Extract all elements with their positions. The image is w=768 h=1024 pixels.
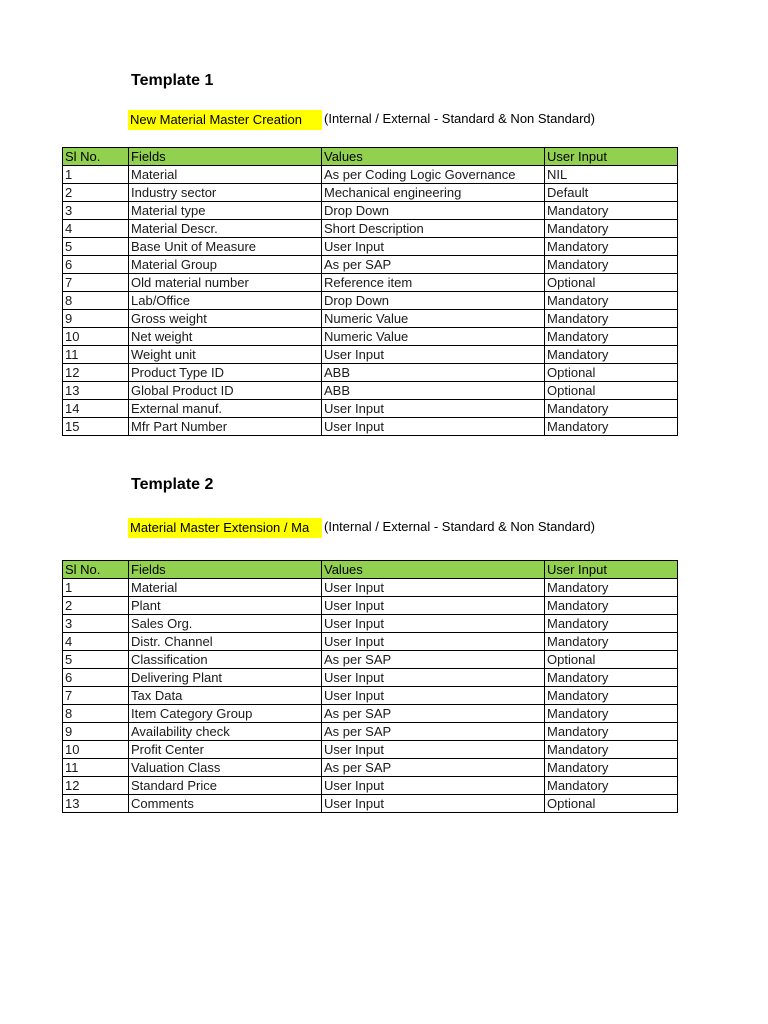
table-row <box>63 723 678 741</box>
cell-sl-no: 6 <box>63 256 129 274</box>
cell-value: User Input <box>322 418 545 436</box>
cell-user-input: Default <box>545 184 678 202</box>
cell-user-input: Mandatory <box>545 615 678 633</box>
cell-field: Plant <box>129 597 322 615</box>
cell-user-input: Mandatory <box>545 687 678 705</box>
cell-sl-no: 5 <box>63 238 129 256</box>
table-row <box>63 579 678 597</box>
cell-sl-no: 3 <box>63 615 129 633</box>
template-2-heading: Template 2 <box>131 476 214 493</box>
cell-user-input: Mandatory <box>545 633 678 651</box>
cell-sl-no: 14 <box>63 400 129 418</box>
template-2-table <box>62 560 678 813</box>
table-row <box>63 597 678 615</box>
cell-field: Distr. Channel <box>129 633 322 651</box>
table-row <box>63 759 678 777</box>
cell-sl-no: 11 <box>63 346 129 364</box>
table-row <box>63 418 678 436</box>
table-header-row <box>63 561 678 579</box>
column-header-values: Values <box>322 148 545 166</box>
cell-sl-no: 4 <box>63 633 129 651</box>
cell-field: Profit Center <box>129 741 322 759</box>
cell-sl-no: 1 <box>63 166 129 184</box>
cell-value: ABB <box>322 382 545 400</box>
cell-sl-no: 13 <box>63 795 129 813</box>
cell-user-input: Optional <box>545 274 678 292</box>
table-row <box>63 274 678 292</box>
table-row <box>63 633 678 651</box>
cell-sl-no: 4 <box>63 220 129 238</box>
cell-sl-no: 12 <box>63 777 129 795</box>
cell-field: Product Type ID <box>129 364 322 382</box>
table-row <box>63 705 678 723</box>
cell-user-input: NIL <box>545 166 678 184</box>
table-row <box>63 669 678 687</box>
template-1-table <box>62 147 678 436</box>
table-row <box>63 795 678 813</box>
cell-user-input: Mandatory <box>545 256 678 274</box>
table-row <box>63 220 678 238</box>
cell-value: User Input <box>322 795 545 813</box>
cell-sl-no: 13 <box>63 382 129 400</box>
cell-value: ABB <box>322 364 545 382</box>
cell-user-input: Mandatory <box>545 777 678 795</box>
cell-user-input: Mandatory <box>545 597 678 615</box>
template-1-scope-note: (Internal / External - Standard & Non Standard) <box>324 111 595 126</box>
table-row <box>63 651 678 669</box>
cell-value: As per Coding Logic Governance <box>322 166 545 184</box>
cell-field: Availability check <box>129 723 322 741</box>
cell-value: User Input <box>322 346 545 364</box>
template-1-heading: Template 1 <box>131 72 214 89</box>
cell-field: External manuf. <box>129 400 322 418</box>
table-row <box>63 400 678 418</box>
cell-value: User Input <box>322 597 545 615</box>
cell-user-input: Mandatory <box>545 418 678 436</box>
cell-value: Numeric Value <box>322 310 545 328</box>
template-2-scope-note: (Internal / External - Standard & Non Standard) <box>324 519 595 534</box>
cell-user-input: Mandatory <box>545 759 678 777</box>
cell-value: As per SAP <box>322 256 545 274</box>
column-header-user-input: User Input <box>545 148 678 166</box>
cell-user-input: Mandatory <box>545 346 678 364</box>
cell-user-input: Mandatory <box>545 741 678 759</box>
table-row <box>63 615 678 633</box>
column-header-user-input: User Input <box>545 561 678 579</box>
cell-sl-no: 1 <box>63 579 129 597</box>
template-2-highlighted-title: Material Master Extension / Ma <box>128 518 322 538</box>
cell-user-input: Optional <box>545 382 678 400</box>
cell-field: Valuation Class <box>129 759 322 777</box>
cell-sl-no: 6 <box>63 669 129 687</box>
cell-value: Numeric Value <box>322 328 545 346</box>
template-1-highlighted-title: New Material Master Creation <box>128 110 322 130</box>
cell-sl-no: 10 <box>63 328 129 346</box>
table-row <box>63 166 678 184</box>
table-row <box>63 202 678 220</box>
cell-field: Material <box>129 579 322 597</box>
table-row <box>63 256 678 274</box>
cell-sl-no: 15 <box>63 418 129 436</box>
cell-user-input: Mandatory <box>545 292 678 310</box>
cell-field: Old material number <box>129 274 322 292</box>
table-row <box>63 310 678 328</box>
table-row <box>63 364 678 382</box>
cell-field: Base Unit of Measure <box>129 238 322 256</box>
column-header-sl-no: Sl No. <box>63 561 129 579</box>
cell-sl-no: 3 <box>63 202 129 220</box>
cell-value: As per SAP <box>322 723 545 741</box>
cell-value: Reference item <box>322 274 545 292</box>
cell-value: User Input <box>322 400 545 418</box>
cell-value: User Input <box>322 777 545 795</box>
table-row <box>63 346 678 364</box>
column-header-values: Values <box>322 561 545 579</box>
table-row <box>63 382 678 400</box>
cell-field: Net weight <box>129 328 322 346</box>
cell-sl-no: 8 <box>63 705 129 723</box>
template-1-subtitle <box>128 110 595 130</box>
cell-user-input: Mandatory <box>545 669 678 687</box>
cell-user-input: Mandatory <box>545 238 678 256</box>
cell-sl-no: 2 <box>63 597 129 615</box>
table-row <box>63 238 678 256</box>
cell-field: Weight unit <box>129 346 322 364</box>
template-1-table-body <box>63 166 678 436</box>
cell-value: As per SAP <box>322 705 545 723</box>
cell-field: Delivering Plant <box>129 669 322 687</box>
cell-sl-no: 11 <box>63 759 129 777</box>
column-header-fields: Fields <box>129 148 322 166</box>
table-row <box>63 328 678 346</box>
cell-field: Industry sector <box>129 184 322 202</box>
cell-value: User Input <box>322 579 545 597</box>
cell-value: User Input <box>322 633 545 651</box>
table-row <box>63 687 678 705</box>
cell-value: As per SAP <box>322 759 545 777</box>
cell-sl-no: 7 <box>63 274 129 292</box>
column-header-fields: Fields <box>129 561 322 579</box>
cell-sl-no: 2 <box>63 184 129 202</box>
cell-value: User Input <box>322 615 545 633</box>
table-row <box>63 777 678 795</box>
table-row <box>63 184 678 202</box>
cell-user-input: Mandatory <box>545 328 678 346</box>
cell-sl-no: 5 <box>63 651 129 669</box>
table-header-row <box>63 148 678 166</box>
cell-value: Short Description <box>322 220 545 238</box>
table-row <box>63 292 678 310</box>
cell-field: Material Descr. <box>129 220 322 238</box>
template-2-subtitle <box>128 518 595 538</box>
column-header-sl-no: Sl No. <box>63 148 129 166</box>
cell-field: Standard Price <box>129 777 322 795</box>
cell-sl-no: 7 <box>63 687 129 705</box>
cell-user-input: Optional <box>545 651 678 669</box>
cell-field: Material type <box>129 202 322 220</box>
cell-user-input: Mandatory <box>545 579 678 597</box>
cell-sl-no: 9 <box>63 310 129 328</box>
cell-user-input: Mandatory <box>545 202 678 220</box>
cell-sl-no: 12 <box>63 364 129 382</box>
cell-user-input: Mandatory <box>545 220 678 238</box>
cell-user-input: Mandatory <box>545 400 678 418</box>
cell-field: Tax Data <box>129 687 322 705</box>
cell-sl-no: 9 <box>63 723 129 741</box>
cell-user-input: Optional <box>545 364 678 382</box>
cell-user-input: Mandatory <box>545 705 678 723</box>
cell-field: Classification <box>129 651 322 669</box>
cell-value: User Input <box>322 741 545 759</box>
cell-user-input: Mandatory <box>545 310 678 328</box>
cell-field: Mfr Part Number <box>129 418 322 436</box>
cell-value: Mechanical engineering <box>322 184 545 202</box>
cell-field: Comments <box>129 795 322 813</box>
table-row <box>63 741 678 759</box>
cell-user-input: Mandatory <box>545 723 678 741</box>
cell-field: Global Product ID <box>129 382 322 400</box>
cell-sl-no: 8 <box>63 292 129 310</box>
cell-value: User Input <box>322 687 545 705</box>
cell-value: User Input <box>322 238 545 256</box>
cell-sl-no: 10 <box>63 741 129 759</box>
cell-field: Lab/Office <box>129 292 322 310</box>
cell-value: Drop Down <box>322 202 545 220</box>
cell-user-input: Optional <box>545 795 678 813</box>
cell-field: Material <box>129 166 322 184</box>
cell-value: User Input <box>322 669 545 687</box>
cell-field: Item Category Group <box>129 705 322 723</box>
cell-value: As per SAP <box>322 651 545 669</box>
cell-value: Drop Down <box>322 292 545 310</box>
template-2-table-body <box>63 579 678 813</box>
cell-field: Sales Org. <box>129 615 322 633</box>
cell-field: Material Group <box>129 256 322 274</box>
cell-field: Gross weight <box>129 310 322 328</box>
